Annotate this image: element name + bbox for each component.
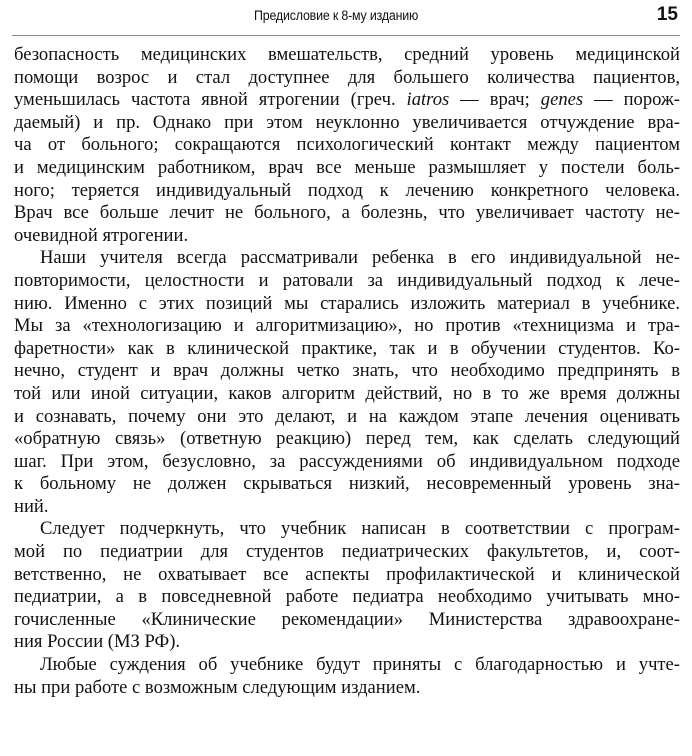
text-line: ча от больного; сокращаются психологический контакт между пациентом bbox=[14, 134, 680, 156]
running-head: Предисловие к 8-му изданию bbox=[254, 8, 419, 23]
text-line: и сознавать, почему они это делают, и на каждом этапе лечения оценивать bbox=[14, 405, 680, 427]
body-text bbox=[14, 44, 680, 699]
text-line: фаретности» как в клинической практике, так и в обучении студентов. Ко- bbox=[14, 337, 680, 359]
text-line: безопасность медицинских вмешательств, средний уровень медицинской bbox=[14, 44, 680, 65]
text-line: Наши учителя всегда рассматривали ребенка в его индивидуальной не- bbox=[40, 247, 680, 269]
text-line: помощи возрос и стал доступнее для большего количества пациентов, bbox=[14, 66, 680, 88]
text-line: повторимости, целостности и ратовали за индивидуальный подход к лече- bbox=[14, 269, 680, 291]
text-line: Мы за «технологизацию и алгоритмизацию», но против «техницизма и тра- bbox=[14, 315, 680, 337]
text-line: гочисленные «Клинические рекомендации» Министерства здравоохране- bbox=[14, 608, 680, 630]
text-line: Любые суждения об учебнике будут приняты с благодарностью и учте- bbox=[40, 654, 680, 676]
paragraph bbox=[14, 654, 680, 699]
header-divider bbox=[12, 35, 680, 36]
text-line: педиатрии, а в повседневной работе педиатра необходимо учитывать мно- bbox=[14, 586, 680, 608]
text-line: «обратную связь» (ответную реакцию) перед тем, как сделать следующий bbox=[14, 428, 680, 450]
page-number: 15 bbox=[656, 4, 678, 25]
text-line: той или иной ситуации, каков алгоритм действий, но в то же время должны bbox=[14, 382, 680, 404]
text-line: даемый) и пр. Однако при этом неуклонно увеличивается отчуждение вра- bbox=[14, 111, 680, 133]
text-line: уменьшилась частота явной ятрогении (греч. iatros — врач; genes — порож- bbox=[14, 89, 680, 111]
text-line: очевидной ятрогении. bbox=[14, 224, 189, 246]
text-line: ния России (МЗ РФ). bbox=[14, 631, 181, 653]
paragraph bbox=[14, 518, 680, 654]
text-line: шаг. При этом, безусловно, за рассуждениями об индивидуальном подходе bbox=[14, 450, 680, 472]
text-line: мой по педиатрии для студентов педиатрических факультетов, и, соот- bbox=[14, 541, 680, 563]
text-line: ного; теряется индивидуальный подход к лечению конкретного человека. bbox=[14, 179, 680, 201]
text-line: Врач все больше лечит не больного, а болезнь, что увеличивает частоту не- bbox=[14, 202, 680, 224]
text-line: и медицинским работником, врач все меньше размышляет у постели боль- bbox=[14, 156, 680, 178]
text-line: Следует подчеркнуть, что учебник написан в соответствии с програм- bbox=[40, 518, 680, 540]
text-line: ветственно, не охватывает все аспекты профилактической и клинической bbox=[14, 563, 680, 585]
text-line: к больному не должен скрываться низкий, несовременный уровень зна- bbox=[14, 473, 680, 495]
text-line: нечно, студент и врач должны четко знать, что необходимо предпринять в bbox=[14, 360, 680, 382]
text-line: ны при работе с возможным следующим изданием. bbox=[14, 676, 421, 698]
paragraph bbox=[14, 44, 680, 247]
text-line: нию. Именно с этих позиций мы старались изложить материал в учебнике. bbox=[14, 292, 680, 314]
text-line: ний. bbox=[14, 495, 49, 517]
paragraph bbox=[14, 247, 680, 518]
